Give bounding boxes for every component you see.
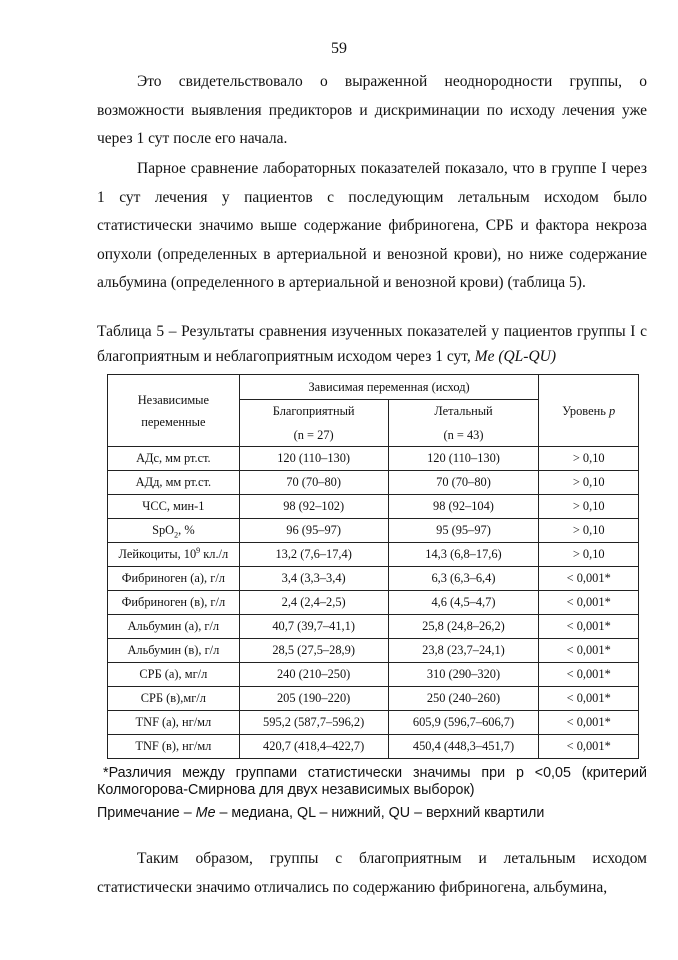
- paragraph-2-text: Парное сравнение лабораторных показателей показало, что в группе I через 1 сут лечения у пациентов с последующим летальным исходом было статистически значимо выше содержание фибриногена, СРБ и фактора некроза опухоли (определенных в артериальной и венозной крови), но ниже содержание альбумина (определенного в артериальной и венозной крови) (таблица 5).: [97, 160, 647, 291]
- cell-lethal: 4,6 (4,5–4,7): [388, 591, 539, 615]
- page-number: 59: [331, 40, 347, 57]
- table-header-row-1: [108, 375, 639, 400]
- cell-lethal: 450,4 (448,3–451,7): [388, 735, 539, 759]
- cell-favorable: 205 (190–220): [239, 687, 388, 711]
- cell-p-value: < 0,001*: [539, 591, 639, 615]
- table-row: [108, 543, 639, 567]
- cell-p-value: < 0,001*: [539, 639, 639, 663]
- table-row: [108, 519, 639, 543]
- header-favorable-label: Благоприятный: [272, 404, 355, 418]
- table-note-me: Me: [195, 805, 216, 821]
- cell-variable-text: Лейкоциты, 10: [118, 547, 197, 561]
- cell-p-value: < 0,001*: [539, 567, 639, 591]
- cell-variable-subscript: 2: [174, 530, 179, 540]
- cell-favorable: 96 (95–97): [239, 519, 388, 543]
- results-table: [107, 374, 639, 759]
- cell-lethal: 6,3 (6,3–6,4): [388, 567, 539, 591]
- paragraph-2: [97, 155, 647, 298]
- cell-lethal: 310 (290–320): [388, 663, 539, 687]
- cell-variable: Альбумин (а), г/л: [108, 615, 240, 639]
- cell-lethal: 25,8 (24,8–26,2): [388, 615, 539, 639]
- cell-variable: ЧСС, мин-1: [108, 495, 240, 519]
- table-caption-text: Таблица 5 – Результаты сравнения изученных показателей у пациентов группы I с благоприятным и неблагоприятным исходом через 1 сут,: [97, 323, 647, 365]
- cell-p-value: < 0,001*: [539, 615, 639, 639]
- cell-variable-unit: , %: [178, 523, 195, 537]
- cell-variable: Фибриноген (а), г/л: [108, 567, 240, 591]
- header-level-p: [539, 375, 639, 447]
- cell-favorable: 420,7 (418,4–422,7): [239, 735, 388, 759]
- cell-variable-unit: кл./л: [200, 547, 229, 561]
- cell-p-value: > 0,10: [539, 447, 639, 471]
- table-row: [108, 567, 639, 591]
- cell-variable: СРБ (а), мг/л: [108, 663, 240, 687]
- table-row: [108, 447, 639, 471]
- header-independent: Независимые переменные: [108, 375, 240, 447]
- table-row: [108, 711, 639, 735]
- cell-variable: АДд, мм рт.ст.: [108, 471, 240, 495]
- cell-favorable: 120 (110–130): [239, 447, 388, 471]
- header-dependent: Зависимая переменная (исход): [239, 375, 539, 400]
- cell-lethal: 14,3 (6,8–17,6): [388, 543, 539, 567]
- cell-lethal: 70 (70–80): [388, 471, 539, 495]
- cell-p-value: > 0,10: [539, 495, 639, 519]
- cell-variable: АДс, мм рт.ст.: [108, 447, 240, 471]
- table-row: [108, 471, 639, 495]
- cell-lethal: 605,9 (596,7–606,7): [388, 711, 539, 735]
- table-note: [97, 805, 647, 822]
- cell-lethal: 120 (110–130): [388, 447, 539, 471]
- cell-variable: TNF (а), нг/мл: [108, 711, 240, 735]
- cell-favorable: 240 (210–250): [239, 663, 388, 687]
- significance-footnote: *Различия между группами статистически значимы при p <0,05 (критерий Колмогорова-Смирнова для двух независимых выборок): [97, 765, 647, 798]
- table-row: [108, 735, 639, 759]
- cell-p-value: > 0,10: [539, 519, 639, 543]
- cell-variable: Фибриноген (в), г/л: [108, 591, 240, 615]
- cell-favorable: 98 (92–102): [239, 495, 388, 519]
- cell-p-value: < 0,001*: [539, 735, 639, 759]
- cell-variable-superscript: 9: [196, 545, 201, 555]
- table-note-prefix: Примечание –: [97, 805, 196, 821]
- table-row: [108, 687, 639, 711]
- cell-p-value: > 0,10: [539, 471, 639, 495]
- cell-lethal: 23,8 (23,7–24,1): [388, 639, 539, 663]
- cell-variable: СРБ (в),мг/л: [108, 687, 240, 711]
- cell-variable: TNF (в), нг/мл: [108, 735, 240, 759]
- cell-favorable: 13,2 (7,6–17,4): [239, 543, 388, 567]
- table-row: [108, 663, 639, 687]
- cell-p-value: < 0,001*: [539, 663, 639, 687]
- cell-favorable: 595,2 (587,7–596,2): [239, 711, 388, 735]
- table-note-rest: – медиана, QL – нижний, QU – верхний квартили: [215, 805, 545, 821]
- cell-lethal: 250 (240–260): [388, 687, 539, 711]
- header-lethal-n: (n = 43): [443, 428, 484, 442]
- header-lethal-label: Летальный: [434, 404, 493, 418]
- cell-variable: [108, 543, 240, 567]
- table-row: [108, 591, 639, 615]
- header-favorable-n: (n = 27): [293, 428, 334, 442]
- paragraph-3-text: Таким образом, группы с благоприятным и летальным исходом статистически значимо отличались по содержанию фибриногена, альбумина,: [97, 850, 647, 896]
- table-caption: [97, 319, 647, 369]
- paragraph-1-text: Это свидетельствовало о выраженной неоднородности группы, о возможности выявления предикторов и дискриминации по исходу лечения уже через 1 сут после его начала.: [97, 73, 647, 147]
- table-row: [108, 615, 639, 639]
- cell-p-value: > 0,10: [539, 543, 639, 567]
- cell-variable: [108, 519, 240, 543]
- header-level-label: Уровень: [562, 403, 609, 418]
- cell-favorable: 40,7 (39,7–41,1): [239, 615, 388, 639]
- paragraph-3: [97, 845, 647, 902]
- cell-favorable: 70 (70–80): [239, 471, 388, 495]
- cell-p-value: < 0,001*: [539, 687, 639, 711]
- paragraph-1: [97, 68, 647, 154]
- header-lethal: [388, 400, 539, 447]
- table-row: [108, 639, 639, 663]
- cell-lethal: 95 (95–97): [388, 519, 539, 543]
- cell-favorable: 2,4 (2,4–2,5): [239, 591, 388, 615]
- cell-variable: Альбумин (в), г/л: [108, 639, 240, 663]
- cell-favorable: 3,4 (3,3–3,4): [239, 567, 388, 591]
- table-row: [108, 495, 639, 519]
- table-caption-italic: Me (QL-QU): [474, 348, 557, 365]
- cell-variable-text: SpO: [152, 523, 175, 537]
- cell-favorable: 28,5 (27,5–28,9): [239, 639, 388, 663]
- header-favorable: [239, 400, 388, 447]
- cell-p-value: < 0,001*: [539, 711, 639, 735]
- header-level-p-italic: p: [608, 403, 616, 418]
- cell-lethal: 98 (92–104): [388, 495, 539, 519]
